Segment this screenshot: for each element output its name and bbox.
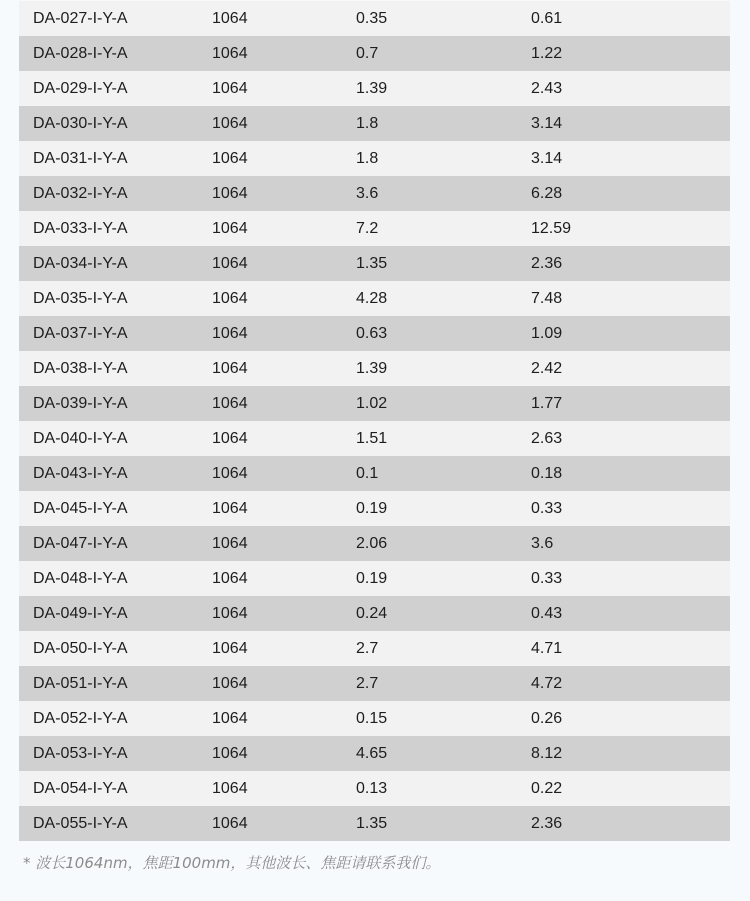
- value-a-cell: 1.02: [356, 395, 388, 412]
- value-b-cell: 12.59: [531, 220, 572, 237]
- model-cell: DA-029-I-Y-A: [33, 80, 128, 97]
- model-cell: DA-034-I-Y-A: [33, 255, 128, 272]
- wavelength-cell: 1064: [212, 150, 248, 167]
- wavelength-cell: 1064: [212, 605, 248, 622]
- wavelength-cell: 1064: [212, 465, 248, 482]
- value-a-cell: 0.19: [356, 500, 388, 517]
- value-b-cell: 3.14: [531, 150, 563, 167]
- model-cell: DA-049-I-Y-A: [33, 605, 128, 622]
- table-row: [19, 631, 730, 666]
- model-cell: DA-028-I-Y-A: [33, 45, 128, 62]
- table-row: [19, 351, 730, 386]
- model-cell: DA-053-I-Y-A: [33, 745, 128, 762]
- table-row: [19, 771, 730, 806]
- wavelength-cell: 1064: [212, 255, 248, 272]
- value-a-cell: 2.7: [356, 640, 379, 657]
- value-a-cell: 0.1: [356, 465, 379, 482]
- wavelength-cell: 1064: [212, 570, 248, 587]
- value-b-cell: 1.09: [531, 325, 563, 342]
- table-row: [19, 491, 730, 526]
- value-a-cell: 1.35: [356, 815, 388, 832]
- wavelength-cell: 1064: [212, 500, 248, 517]
- model-cell: DA-045-I-Y-A: [33, 500, 128, 517]
- model-cell: DA-054-I-Y-A: [33, 780, 128, 797]
- model-cell: DA-027-I-Y-A: [33, 10, 128, 27]
- value-b-cell: 4.72: [531, 675, 563, 692]
- value-a-cell: 1.8: [356, 115, 379, 132]
- value-a-cell: 1.8: [356, 150, 379, 167]
- value-a-cell: 4.28: [356, 290, 388, 307]
- table-row: [19, 246, 730, 281]
- value-b-cell: 1.77: [531, 395, 563, 412]
- model-cell: DA-031-I-Y-A: [33, 150, 128, 167]
- table-row: [19, 106, 730, 141]
- table-row: [19, 561, 730, 596]
- value-b-cell: 8.12: [531, 745, 563, 762]
- value-a-cell: 0.63: [356, 325, 388, 342]
- wavelength-cell: 1064: [212, 535, 248, 552]
- value-a-cell: 1.39: [356, 80, 388, 97]
- value-b-cell: 2.36: [531, 815, 563, 832]
- value-b-cell: 0.33: [531, 500, 563, 517]
- model-cell: DA-047-I-Y-A: [33, 535, 128, 552]
- value-a-cell: 0.19: [356, 570, 388, 587]
- table-row: [19, 176, 730, 211]
- value-b-cell: 3.14: [531, 115, 563, 132]
- table-row: [19, 36, 730, 71]
- value-b-cell: 2.43: [531, 80, 563, 97]
- model-cell: DA-039-I-Y-A: [33, 395, 128, 412]
- value-b-cell: 0.33: [531, 570, 563, 587]
- model-cell: DA-038-I-Y-A: [33, 360, 128, 377]
- value-a-cell: 2.7: [356, 675, 379, 692]
- wavelength-cell: 1064: [212, 395, 248, 412]
- model-cell: DA-030-I-Y-A: [33, 115, 128, 132]
- model-cell: DA-033-I-Y-A: [33, 220, 128, 237]
- value-b-cell: 6.28: [531, 185, 563, 202]
- model-cell: DA-032-I-Y-A: [33, 185, 128, 202]
- wavelength-cell: 1064: [212, 360, 248, 377]
- value-b-cell: 0.22: [531, 780, 563, 797]
- table-row: [19, 526, 730, 561]
- value-a-cell: 7.2: [356, 220, 379, 237]
- model-cell: DA-040-I-Y-A: [33, 430, 128, 447]
- table-body: [19, 1, 730, 841]
- model-cell: DA-052-I-Y-A: [33, 710, 128, 727]
- model-cell: DA-051-I-Y-A: [33, 675, 128, 692]
- value-a-cell: 0.15: [356, 710, 388, 727]
- wavelength-cell: 1064: [212, 675, 248, 692]
- table-row: [19, 456, 730, 491]
- wavelength-cell: 1064: [212, 115, 248, 132]
- table-row: [19, 736, 730, 771]
- wavelength-cell: 1064: [212, 815, 248, 832]
- table-row: [19, 141, 730, 176]
- wavelength-cell: 1064: [212, 745, 248, 762]
- wavelength-cell: 1064: [212, 430, 248, 447]
- value-a-cell: 1.39: [356, 360, 388, 377]
- table-row: [19, 421, 730, 456]
- table-row: [19, 71, 730, 106]
- value-a-cell: 0.13: [356, 780, 388, 797]
- value-b-cell: 3.6: [531, 535, 554, 552]
- value-b-cell: 0.26: [531, 710, 563, 727]
- value-a-cell: 0.7: [356, 45, 379, 62]
- product-table: [19, 1, 730, 841]
- table-row: [19, 1, 730, 36]
- value-b-cell: 0.43: [531, 605, 563, 622]
- wavelength-cell: 1064: [212, 220, 248, 237]
- wavelength-cell: 1064: [212, 290, 248, 307]
- wavelength-cell: 1064: [212, 780, 248, 797]
- value-a-cell: 3.6: [356, 185, 379, 202]
- table-row: [19, 316, 730, 351]
- wavelength-cell: 1064: [212, 325, 248, 342]
- value-b-cell: 4.71: [531, 640, 563, 657]
- wavelength-cell: 1064: [212, 45, 248, 62]
- model-cell: DA-035-I-Y-A: [33, 290, 128, 307]
- model-cell: DA-048-I-Y-A: [33, 570, 128, 587]
- value-b-cell: 2.36: [531, 255, 563, 272]
- wavelength-cell: 1064: [212, 640, 248, 657]
- value-b-cell: 0.18: [531, 465, 563, 482]
- value-a-cell: 0.24: [356, 605, 388, 622]
- value-a-cell: 1.51: [356, 430, 388, 447]
- model-cell: DA-055-I-Y-A: [33, 815, 128, 832]
- value-b-cell: 2.63: [531, 430, 563, 447]
- model-cell: DA-050-I-Y-A: [33, 640, 128, 657]
- table-row: [19, 211, 730, 246]
- value-a-cell: 4.65: [356, 745, 388, 762]
- wavelength-cell: 1064: [212, 10, 248, 27]
- wavelength-cell: 1064: [212, 80, 248, 97]
- value-b-cell: 2.42: [531, 360, 563, 377]
- table-row: [19, 701, 730, 736]
- value-a-cell: 1.35: [356, 255, 388, 272]
- model-cell: DA-043-I-Y-A: [33, 465, 128, 482]
- table-row: [19, 281, 730, 316]
- table-row: [19, 386, 730, 421]
- wavelength-cell: 1064: [212, 185, 248, 202]
- table-row: [19, 596, 730, 631]
- value-a-cell: 2.06: [356, 535, 388, 552]
- value-b-cell: 7.48: [531, 290, 563, 307]
- value-a-cell: 0.35: [356, 10, 388, 27]
- value-b-cell: 0.61: [531, 10, 563, 27]
- model-cell: DA-037-I-Y-A: [33, 325, 128, 342]
- value-b-cell: 1.22: [531, 45, 563, 62]
- table-row: [19, 666, 730, 701]
- wavelength-cell: 1064: [212, 710, 248, 727]
- footnote: * 波长1064nm，焦距100mm，其他波长、焦距请联系我们。: [23, 854, 441, 872]
- table-row: [19, 806, 730, 841]
